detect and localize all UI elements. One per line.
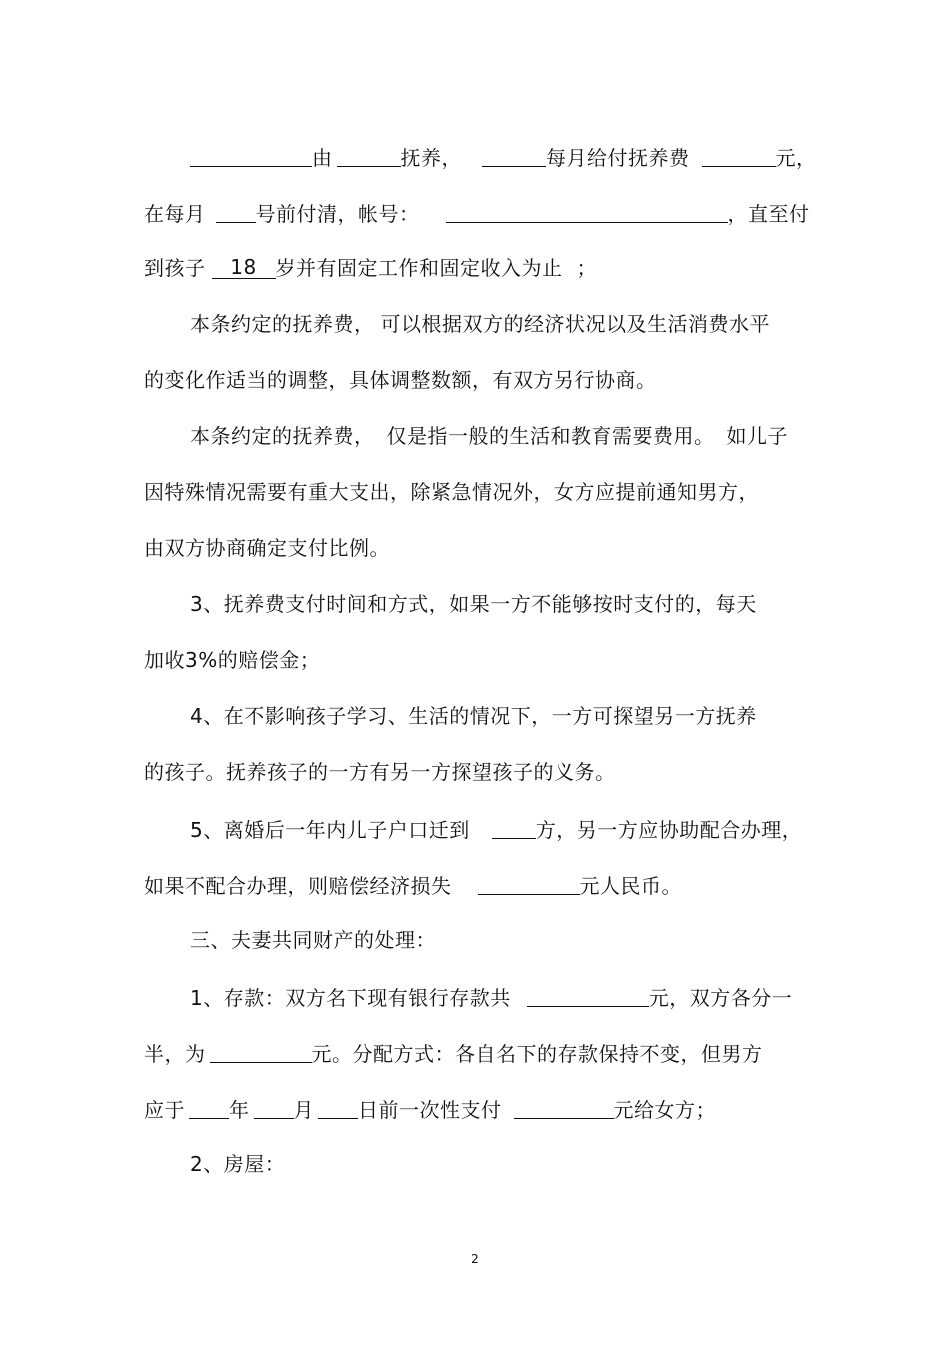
blank-field [216, 200, 256, 223]
blank-field [318, 1096, 358, 1119]
text-segment: 5、离婚后一年内儿子户口迁到 [190, 818, 470, 842]
text-line [190, 814, 802, 844]
text-segment: 到孩子 [144, 256, 206, 280]
text-segment: 方，另一方应协助配合办理， [535, 818, 803, 842]
text-segment: 2、房屋： [190, 1152, 286, 1176]
text-line [144, 1038, 763, 1068]
text-segment: 由双方协商确定支付比例。 [144, 536, 390, 560]
blank-field [212, 256, 276, 279]
text-segment: 如儿子 [726, 424, 788, 448]
text-segment: 3% [185, 648, 218, 672]
text-line [190, 1150, 285, 1178]
text-line [190, 422, 788, 450]
blank-field [190, 144, 312, 167]
blank-field [492, 816, 536, 839]
text-segment: 本条约定的抚养费， [190, 424, 375, 448]
text-segment: 元给女方； [613, 1098, 716, 1122]
text-line [144, 758, 616, 786]
text-segment: 号前付清，帐号： [255, 202, 420, 226]
text-segment: 的孩子。抚养孩子的一方有另一方探望孩子的义务。 [144, 760, 616, 784]
text-segment: 因特殊情况需要有重大支出，除紧急情况外，女方应提前通知男方， [144, 480, 759, 504]
text-line [144, 478, 759, 506]
blank-field [482, 144, 546, 167]
text-line [144, 534, 390, 562]
text-line [144, 1094, 716, 1124]
text-segment: 月 [293, 1098, 314, 1122]
text-segment: 3、抚养费支付时间和方式，如果一方不能够按时支付的，每天 [190, 592, 757, 616]
filled-value: 18 [230, 255, 257, 279]
text-segment: 应于 [144, 1098, 185, 1122]
text-segment: 元人民币。 [579, 874, 682, 898]
text-segment: 元。分配方式：各自名下的存款保持不变，但男方 [311, 1042, 763, 1066]
text-segment: 4、在不影响孩子学习、生活的情况下，一方可探望另一方抚养 [190, 704, 757, 728]
text-segment: 可以根据双方的经济状况以及生活消费水平 [380, 312, 770, 336]
page-number: 2 [471, 1252, 479, 1266]
text-line [144, 870, 682, 900]
text-segment: 仅是指一般的生活和教育需要费用。 [386, 424, 715, 448]
blank-field [337, 144, 401, 167]
text-segment: 在每月 [144, 202, 206, 226]
text-line [144, 254, 597, 282]
text-line [144, 646, 320, 674]
text-segment: 直至付 [748, 202, 810, 226]
text-segment: ； [576, 256, 597, 280]
text-line [190, 982, 792, 1012]
section-heading [190, 926, 436, 954]
text-segment: 三、夫妻共同财产的处理： [190, 928, 436, 952]
blank-field [254, 1096, 294, 1119]
blank-field [702, 144, 776, 167]
blank-field [189, 1096, 229, 1119]
blank-field [514, 1096, 614, 1119]
text-segment: 本条约定的抚养费， [190, 312, 375, 336]
text-line [190, 142, 817, 172]
text-segment: 的变化作适当的调整，具体调整数额，有双方另行协商。 [144, 368, 657, 392]
text-segment: 每月给付抚养费 [546, 146, 690, 170]
text-segment: 岁并有固定工作和固定收入为止 [275, 256, 563, 280]
text-segment: 抚养， [400, 146, 462, 170]
text-line [190, 590, 757, 618]
blank-field [446, 200, 728, 223]
blank-field [210, 1040, 312, 1063]
text-line [190, 310, 770, 338]
text-segment: 年 [229, 1098, 250, 1122]
blank-field [527, 984, 649, 1007]
text-segment: 元， [775, 146, 817, 170]
text-segment: 由 [312, 146, 333, 170]
text-line [144, 198, 810, 228]
text-segment: 加收 [144, 648, 185, 672]
text-segment: 的赔偿金； [217, 648, 321, 672]
text-line [190, 702, 757, 730]
text-segment: 如果不配合办理，则赔偿经济损失 [144, 874, 452, 898]
text-segment: 半，为 [144, 1042, 206, 1066]
text-segment: 日前一次性支付 [358, 1098, 502, 1122]
blank-field [478, 872, 580, 895]
text-segment: 1、存款：双方名下现有银行存款共 [190, 986, 511, 1010]
text-segment: 元，双方各分一 [648, 986, 793, 1010]
text-line [144, 366, 657, 394]
text-segment: ， [727, 202, 748, 226]
